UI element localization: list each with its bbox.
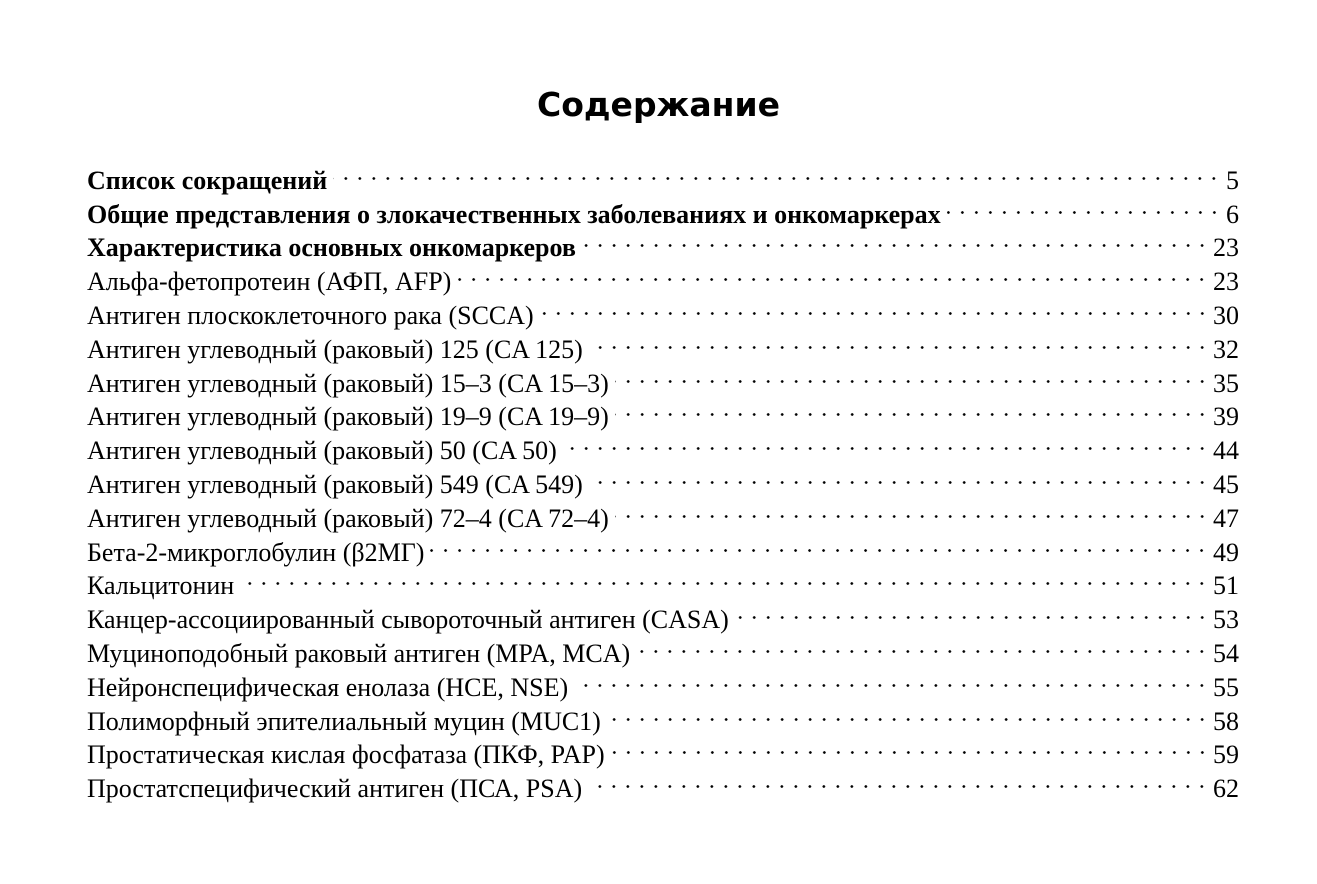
toc-entry-page: 59	[1213, 740, 1239, 770]
toc-entry-label: Общие представления о злокачественных заболеваниях и онкомаркерах	[87, 199, 941, 229]
toc-entry-label: Антиген углеводный (раковый) 549 (CA 549)	[87, 469, 583, 499]
dot-leader	[735, 594, 1209, 628]
toc-entry-page: 58	[1213, 706, 1239, 736]
toc-entry-page: 30	[1213, 300, 1239, 330]
toc-entry-page: 6	[1226, 199, 1239, 229]
toc-entry-label: Антиген плоскоклеточного рака (SCCA)	[87, 300, 534, 330]
dot-leader	[540, 290, 1209, 324]
toc-entry-page: 55	[1213, 672, 1239, 702]
toc-entry[interactable]	[87, 594, 1239, 635]
dot-leader	[589, 324, 1209, 358]
dot-leader	[947, 189, 1221, 223]
toc-entry-label: Антиген углеводный (раковый) 15–3 (CA 15–3)	[87, 368, 609, 398]
table-of-contents	[87, 155, 1239, 804]
toc-entry[interactable]	[87, 561, 1239, 601]
toc-entry-label: Антиген углеводный (раковый) 19–9 (CA 19–9)	[87, 402, 609, 432]
toc-entry-label: Полиморфный эпителиальный муцин (MUC1)	[87, 706, 601, 736]
toc-entry-page: 23	[1213, 267, 1239, 297]
dot-leader	[333, 155, 1221, 189]
dot-leader	[574, 662, 1209, 696]
toc-entry-label: Нейронспецифическая енолаза (НСЕ, NSE)	[87, 672, 569, 702]
toc-entry-page: 51	[1213, 571, 1239, 601]
toc-entry-page: 49	[1213, 537, 1239, 567]
toc-entry-label: Характеристика основных онкомаркеров	[87, 233, 576, 263]
dot-leader	[615, 358, 1209, 392]
dot-leader	[582, 223, 1209, 257]
toc-entry-label: Простатспецифический антиген (ПСА, PSA)	[87, 774, 583, 804]
dot-leader	[607, 696, 1209, 730]
toc-entry-page: 45	[1213, 469, 1239, 499]
toc-entry-page: 32	[1213, 334, 1239, 364]
toc-entry-label: Антиген углеводный (раковый) 50 (CA 50)	[87, 436, 557, 466]
toc-entry-label: Канцер-ассоциированный сывороточный антиген (CASA)	[87, 605, 729, 635]
toc-entry-label: Список сокращений	[87, 165, 328, 195]
dot-leader	[588, 763, 1209, 797]
toc-entry-label: Простатическая кислая фосфатаза (ПКФ, PAP)	[87, 740, 605, 770]
toc-entry-page: 23	[1213, 233, 1239, 263]
dot-leader	[611, 730, 1209, 764]
toc-entry-page: 44	[1213, 436, 1239, 466]
toc-entry-label: Антиген углеводный (раковый) 125 (CA 125)	[87, 334, 583, 364]
toc-entry-page: 53	[1213, 605, 1239, 635]
dot-leader	[615, 493, 1209, 527]
toc-entry-label: Муциноподобный раковый антиген (MPA, MCA)	[87, 638, 631, 668]
toc-entry-page: 5	[1226, 165, 1239, 195]
dot-leader	[563, 425, 1209, 459]
dot-leader	[457, 256, 1209, 290]
toc-entry-page: 54	[1213, 638, 1239, 668]
toc-entry-label: Антиген углеводный (раковый) 72–4 (CA 72–4)	[87, 503, 609, 533]
dot-leader	[589, 459, 1209, 493]
toc-entry-label: Альфа-фетопротеин (АФП, AFP)	[87, 267, 452, 297]
dot-leader	[615, 392, 1209, 426]
toc-entry[interactable]	[87, 155, 1239, 195]
dot-leader	[636, 628, 1209, 662]
toc-entry-page: 39	[1213, 402, 1239, 432]
dot-leader	[240, 561, 1209, 595]
toc-entry-page: 62	[1213, 774, 1239, 804]
page-title: Содержание	[537, 85, 780, 124]
dot-leader	[430, 527, 1209, 561]
toc-entry-label: Кальцитонин	[87, 571, 235, 601]
toc-entry-page: 35	[1213, 368, 1239, 398]
toc-entry-label: Бета-2-микроглобулин (β2МГ)	[87, 537, 425, 567]
toc-entry-page: 47	[1213, 503, 1239, 533]
